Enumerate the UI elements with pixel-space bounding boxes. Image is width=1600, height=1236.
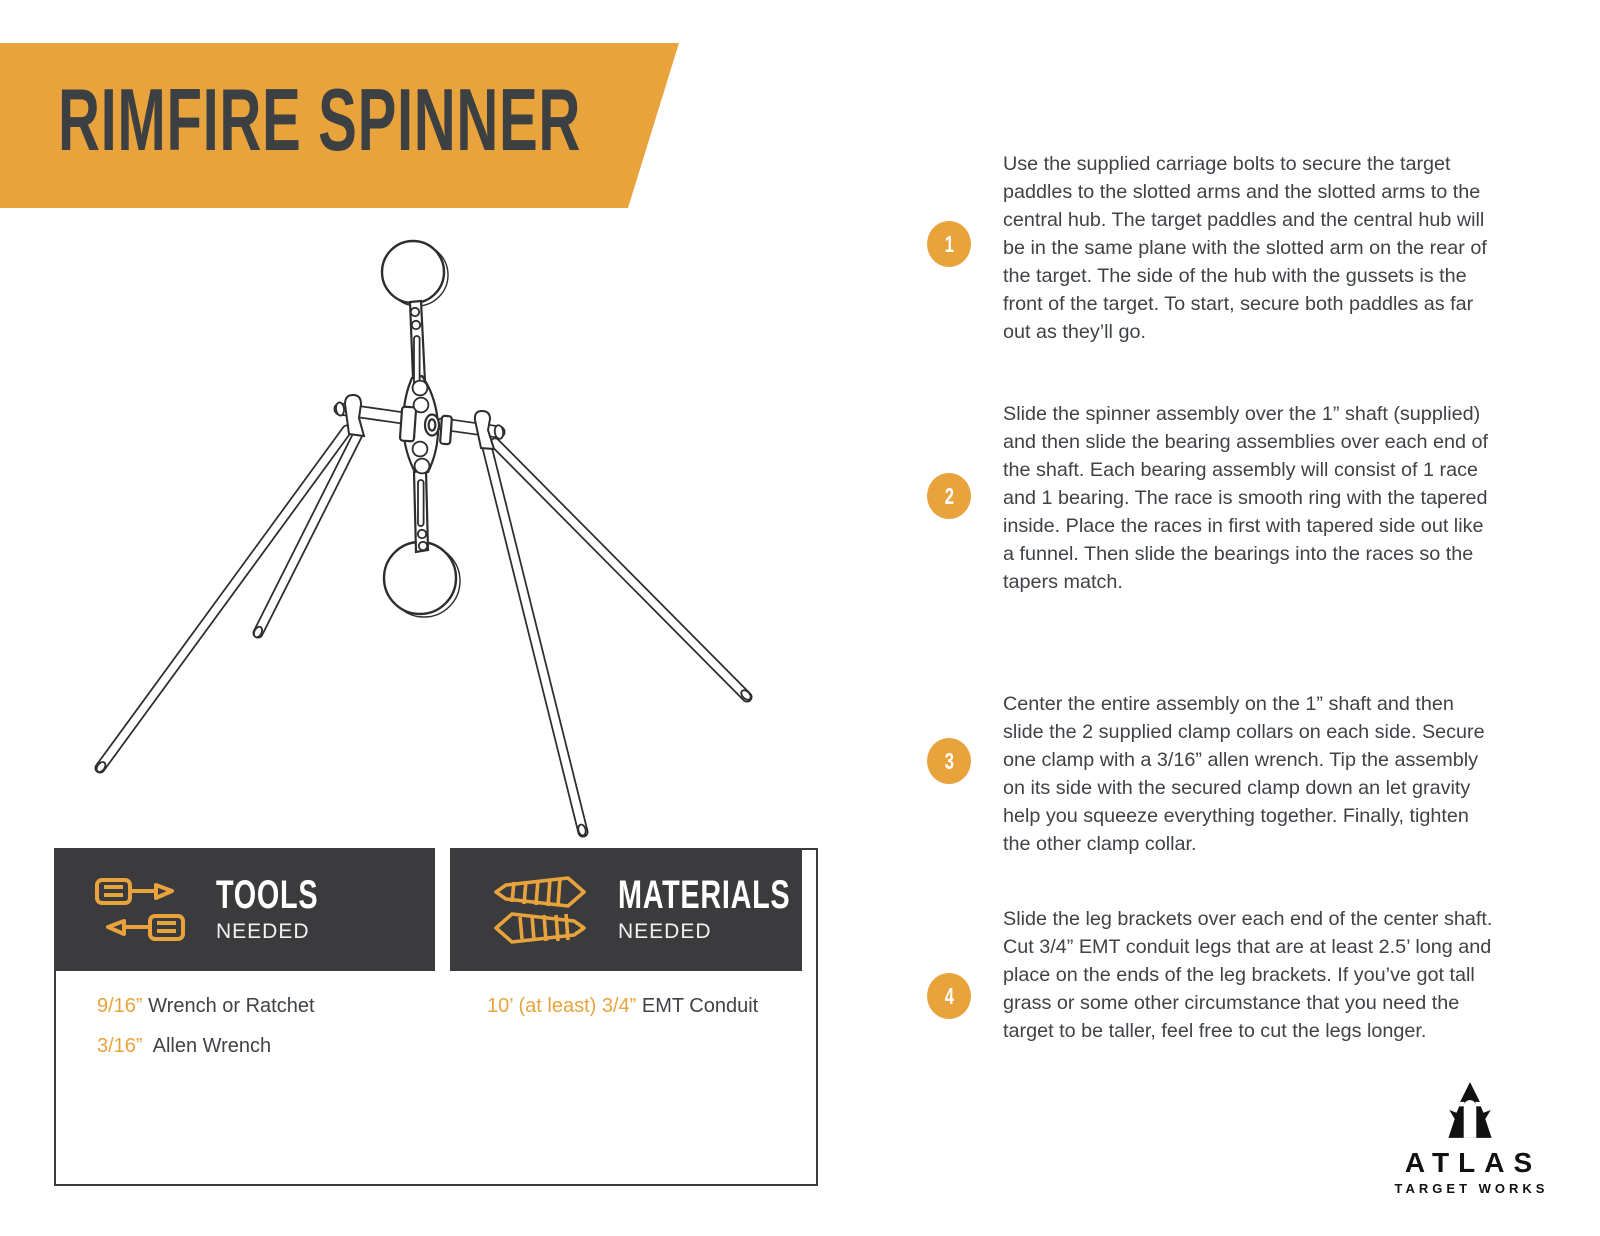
- materials-section: [450, 848, 802, 971]
- tools-title: TOOLS: [216, 873, 319, 917]
- atlas-logo: [1388, 1080, 1552, 1196]
- material-item: 10’ (at least) 3/4” EMT Conduit: [487, 995, 759, 1017]
- step-1-text: Use the supplied carriage bolts to secure the target paddles to the slotted arms and the slotted arms to the central hub. The target paddles and the central hub will be in the same plane with the slotted arm on the rear of the target. The side of the hub with the gussets is the front of the target. To start, secure both paddles as far out as they’ll go.: [1003, 153, 1487, 343]
- tool-item: 9/16” Wrench or Ratchet: [97, 995, 315, 1017]
- tools-materials-panel: [54, 848, 802, 971]
- step-4-text: Slide the leg brackets over each end of the center shaft. Cut 3/4” EMT conduit legs that are at least 2.5’ long and place on the ends of the leg brackets. If you’ve got tall grass or some other circumstance that you need the target to be taller, feel free to cut the legs longer.: [1003, 908, 1493, 1042]
- tool-size-highlight: 9/16”: [97, 995, 143, 1017]
- tool-size-highlight: 3/16”: [97, 1035, 143, 1057]
- logo-wordmark: ATLAS: [1404, 1147, 1542, 1178]
- step-2-badge: 2: [927, 473, 971, 519]
- screwdrivers-icon: [94, 874, 186, 946]
- screws-icon: [492, 874, 588, 946]
- tools-list: [97, 995, 315, 1075]
- step-3-text: Center the entire assembly on the 1” shaft and then slide the 2 supplied clamp collars on each side. Secure one clamp with a 3/16” allen wrench. Tip the assembly on its side with the secured clamp down an let gravity help you squeeze everything together. Finally, tighten the other clamp collar.: [1003, 693, 1485, 855]
- atlas-a-icon: [1443, 1080, 1497, 1140]
- logo-subtitle: TARGET WORKS: [1394, 1181, 1549, 1196]
- materials-subtitle: NEEDED: [618, 920, 712, 943]
- materials-list: [487, 995, 758, 1035]
- tools-section: [54, 848, 435, 971]
- materials-title: MATERIALS: [618, 873, 791, 917]
- panel-divider: [435, 848, 450, 971]
- spinner-arm-hub: [400, 301, 452, 552]
- page-title: RIMFIRE SPINNER: [58, 70, 581, 169]
- step-1-badge: 1: [927, 221, 971, 267]
- step-3-badge: 3: [927, 738, 971, 784]
- tool-item: 3/16” Allen Wrench: [97, 1035, 272, 1057]
- material-size-highlight: 10’ (at least) 3/4”: [487, 995, 637, 1017]
- spinner-illustration: [70, 228, 830, 848]
- step-2-text: Slide the spinner assembly over the 1” shaft (supplied) and then slide the bearing assemblies over each end of the shaft. Each bearing assembly will consist of 1 race and 1 bearing. The race is smooth ring with the tapered inside. Place the races in first with tapered side out like a funnel. Then slide the bearings into the races so the tapers match.: [1003, 403, 1488, 593]
- tools-subtitle: NEEDED: [216, 920, 310, 943]
- step-4-badge: 4: [927, 973, 971, 1019]
